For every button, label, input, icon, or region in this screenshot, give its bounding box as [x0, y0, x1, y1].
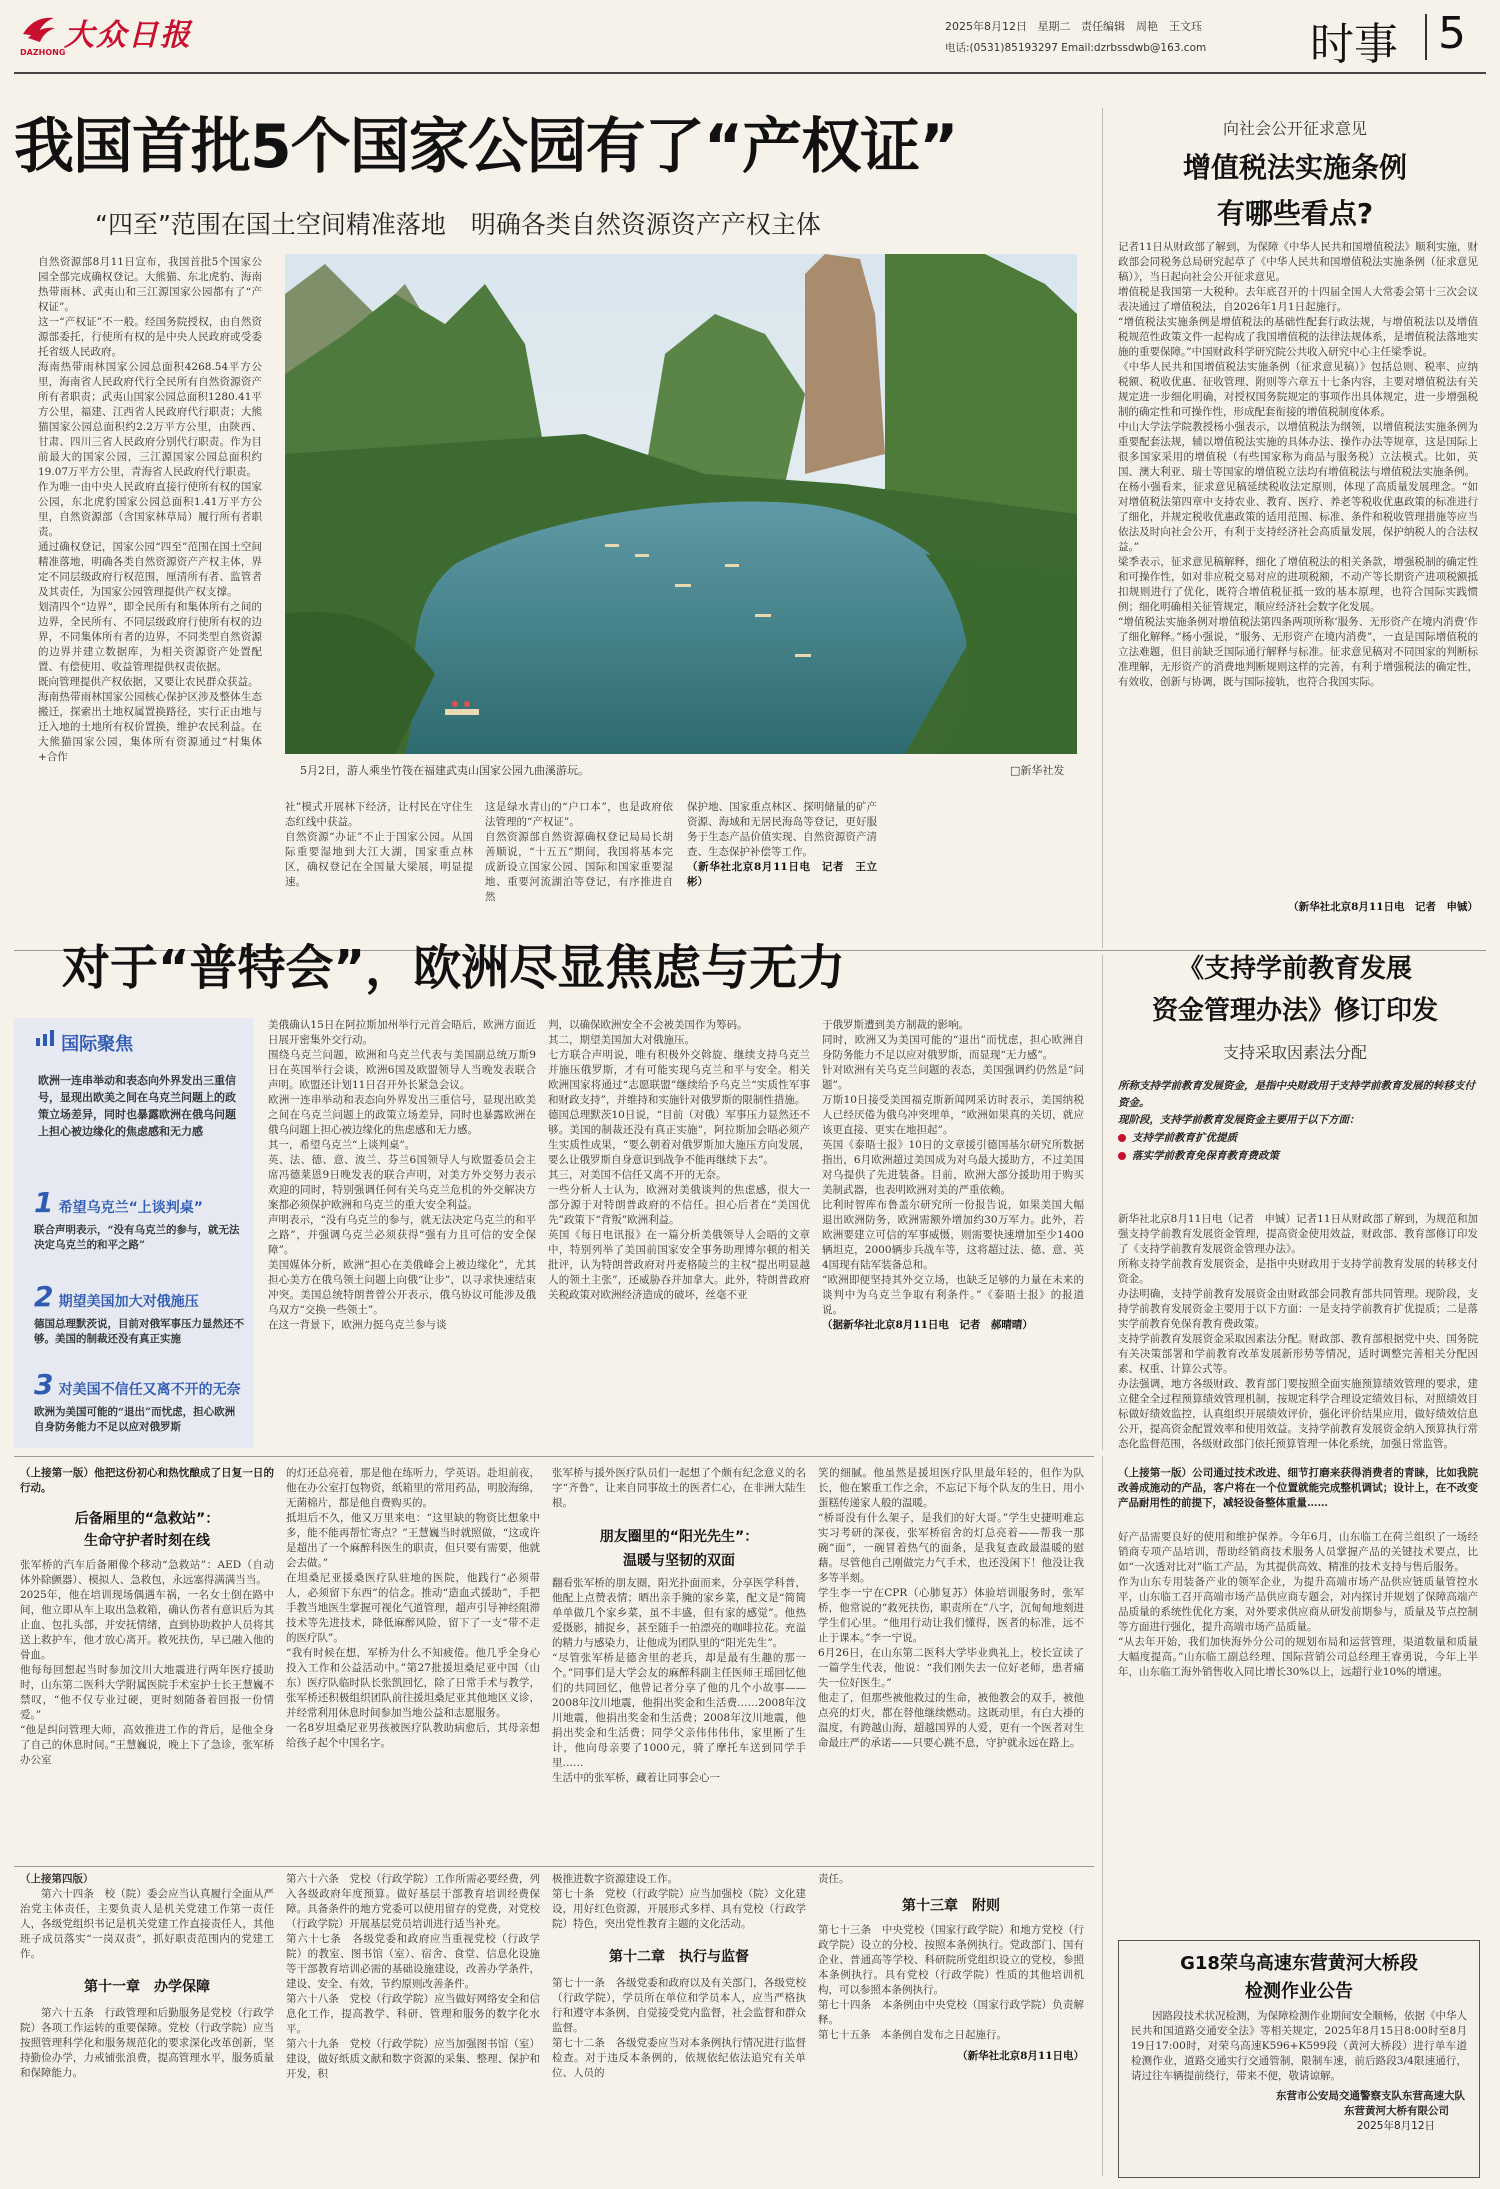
- point-text: 联合声明表示，“没有乌克兰的参与，就无法决定乌克兰的和平之路”: [34, 1224, 240, 1251]
- story5-col3: [552, 1466, 806, 1858]
- section-name: 时事: [1310, 19, 1398, 70]
- story5-section1-title2: 生命守护者时刻在线: [84, 1533, 210, 1549]
- notice-body: 因路段技术状况检测，为保障检测作业期间安全顺畅，依据《中华人民共和国道路交通安全法》等相关规定，2025年8月15日8:00时至8月19日17:00时，对荣乌高速K596+K599段（黄河大桥段）进行单车道检测作业，道路交通实行交通管制，限制车速，前后路段3/4限速通行，请过往车辆提前绕行，带来不便，敬请谅解。: [1131, 2010, 1467, 2082]
- story3-headline: 对于“普特会”，欧洲尽显焦虑与无力: [62, 940, 846, 996]
- story5-col3-text-a: 张军桥与援外医疗队员们一起想了个颇有纪念意义的名字“齐鲁”，让来自同事故土的医者仁心，在非洲大陆生根。: [552, 1467, 806, 1509]
- newspaper-logo: [18, 8, 278, 64]
- story5-section2-title: 朋友圈里的“阳光先生”：: [599, 1529, 759, 1545]
- story7-col1: [20, 1872, 274, 2176]
- story3-point-3: [34, 1368, 244, 1435]
- story3-sidebar: [14, 1018, 254, 1448]
- red-dot-icon: [1118, 1134, 1126, 1142]
- page-number: 5: [1438, 8, 1466, 59]
- story7-lead-in: （上接第四版）: [20, 1873, 94, 1885]
- logo-text: 大众日报: [64, 18, 192, 53]
- story3-credit: （据新华社北京8月11日电 记者 郝晴晴）: [822, 1319, 1033, 1331]
- story4-intro2: 现阶段，支持学前教育发展资金主要用于以下方面：: [1118, 1114, 1360, 1126]
- story4-bullet-1: [1118, 1129, 1478, 1147]
- point-title: 期望美国加大对俄施压: [58, 1294, 199, 1310]
- story7-credit: （新华社北京8月11日电）: [957, 2050, 1084, 2062]
- date-text: 2025年8月12日: [945, 20, 1027, 33]
- story1-photo: [285, 254, 1077, 754]
- bullet-text: 落实学前教育免保育教育费政策: [1132, 1150, 1279, 1162]
- story3-point-2: [34, 1280, 244, 1347]
- col-divider-right: [1102, 108, 1103, 948]
- col-divider-right-2: [1102, 955, 1103, 1450]
- mid-rule-3: [14, 1866, 1094, 1867]
- mid-rule-2: [14, 1456, 1094, 1457]
- story5-col3-text-b: 翻看张军桥的朋友圈，阳光扑面而来，分享医学科普，他配上点赞表情；晒出亲手腌的家乡菜，配文是“简简单单做几个家乡菜，虽不丰盛，但有家的感觉”。他热爱摄影，捕捉乡，甚至随手一拍漂亮的咖啡拉花。充溢的精力与感染力，让他成为团队里的“阳光先生”。 “尽管张军桥是德舍里的老兵，却是最有生趣的那一个。”同事们是大学会友的麻醉科副主任医师王瑶回忆他们的共同回忆，他曾记者分享了他的几个小故事——2008年汶川地震，他捐出奖金和生活费……2008年汶川地震，他捐出奖金和生活费；2008年汶川地震，他捐出奖金和生活费；同学父亲伟伟伟伟，家里断了生计，他向母亲要了1000元，骑了摩托车送到同学手里…… 生活中的张军桥，藏着让同事会心一: [552, 1577, 806, 1784]
- weekday-text: 星期二: [1037, 20, 1071, 33]
- signal-bars-icon: [36, 1030, 56, 1046]
- notice-title-line1: G18荣乌高速东营黄河大桥段: [1180, 1953, 1418, 1974]
- story7-col3: [552, 1872, 806, 2176]
- notice-signature-2: 东营黄河大桥有限公司: [1344, 2105, 1449, 2117]
- story7-chapter12: 第十二章 执行与监督: [609, 1949, 749, 1965]
- story3-column-tag-text: 国际聚焦: [61, 1034, 134, 1055]
- story3-column-tag: [36, 1030, 133, 1056]
- red-dot-icon: [1118, 1152, 1126, 1160]
- point-text: 德国总理默茨说，目前对俄军事压力显然还不够。美国的制裁还没有真正实施: [34, 1318, 244, 1345]
- notice-date: 2025年8月12日: [1356, 2120, 1435, 2132]
- story3-col2: 判，以确保欧洲安全不会被美国作为筹码。 其二，期望美国加大对俄施压。 七方联合声明说，唯有积极外交斡旋、继续支持乌克兰并施压俄罗斯，才有可能实现乌克兰和平与安全。相关欧洲国家将通过“志愿联盟”继续给予乌克兰“实质性军事和财政支持”，并维持和实施针对俄罗斯的限制性措施。 德国总理默茨10日说，“目前（对俄）军事压力显然还不够。美国的制裁还没有真正实施”，阿拉斯加会晤必须产生实质性成果，“要么朝着对俄罗斯加大施压方向发展，要么让俄罗斯自身意识到战争不能再继续下去”。 其三，对美国不信任又离不开的无奈。 一些分析人士认为，欧洲对美俄谈判的焦虑感，很大一部分源于对特朗普政府的不信任。担心后者在“美国优先”政策下“背叛”欧洲利益。 英国《每日电讯报》在一篇分析美俄领导人会晤的文章中，特别列举了美国前国家安全事务助理博尔顿的相关批评，认为特朗普政府对丹麦格陵兰的主权“提出明显越人的领土主张”，还威胁吞并加拿大。此外，特朗普政府关税政策对欧洲经济造成的破坏，丝毫不亚: [548, 1019, 810, 1301]
- story5-col4: 笑的细腻。他虽然是援坦医疗队里最年轻的，但作为队长，他在繁重工作之余，不忘记下每个队友的生日，用小蛋糕传递家人般的温暖。 “桥哥没有什么架子，是我们的好大哥。”学生史捷明难忘实习考研的深夜，张军桥宿舍的灯总亮着——帮我一那碗“面”，一碗冒着热气的面条，是我复查政最温暖的慰藉。尽管他自己刚做完力气手术，也还没闲下！他没让我多等半刻。 学生李一宁在CPR（心肺复苏）体验培训服务时，张军桥，他常说的“救死扶伤，职责所在”八字，沉甸甸地刻进学生们心里。“他用行动让我们懂得，医者的标准，远不止于课本。”李一宁说。 6月26日，在山东第二医科大学毕业典礼上，校长宣读了一篇学生代表，他说：“我们刚失去一位好老师，患者痛失一位好医生。” 他走了，但那些被他救过的生命，被他教会的双手，被他点亮的灯火，都在替他继续燃动。这既动里，有白大褂的温度，有跨越山海，超越国界的人爱，更有一个医者对生命最庄严的承诺——只要心跳不息，守护就永远在路上。: [818, 1467, 1084, 1749]
- story7-col1-top: 第六十四条 校（院）委会应当认真履行全面从严治党主体责任，主要负责人是机关党建工作第一责任人，各级党组织书记是机关党建工作直接责任人，其他班子成员落实“一岗双责”，抓好职责范围内的党建工作。: [20, 1888, 274, 1960]
- story1-col4: [687, 800, 877, 940]
- story7-col3-bottom: 第七十一条 各级党委和政府以及有关部门，各级党校（行政学院），学员所在单位和学员本人，应当严格执行和遵守本条例，自觉接受党内监督，社会监督和群众监督。 第七十二条 各级党委应当对本条例执行情况进行监督检查。对于违反本条例的，依规依纪依法追究有关单位、人员的: [552, 1977, 806, 2079]
- point-number: 2: [34, 1280, 54, 1313]
- story2-body: 记者11日从财政部了解到，为保障《中华人民共和国增值税法》顺利实施，财政部会同税务总局研究起草了《中华人民共和国增值税法实施条例（征求意见稿）》，当日起向社会公开征求意见。 增值税是我国第一大税种。去年底召开的十四届全国人大常委会第十三次会议表决通过了增值税法，自2026年1月1日起施行。 “增值税法实施条例是增值税法的基础性配套行政法规，与增值税法以及增值税规范性政策文件一起构成了我国增值税的法律法规体系，是增值税法落地实施的重要保障。”中国财政科学研究院公共收入研究中心主任梁季说。 《中华人民共和国增值税法实施条例（征求意见稿）》包括总则、税率、应纳税额、税收优惠、征收管理、附则等六章五十七条内容，主要对增值税法有关规定进一步细化明确，对授权国务院规定的事项作出具体规定，进一步增强税制的确定性和可操作性，形成配套衔接的增值税制度体系。 中山大学法学院教授杨小强表示，以增值税法为纲领，以增值税法实施条例为重要配套法规，辅以增值税法实施的具体办法、操作办法等规章，这是国际上很多国家采用的增值税（有些国家称为商品与服务税）立法模式。比如，英国、澳大利亚、瑞士等国家的增值税立法均有增值税法与增值税法实施条例。 在杨小强看来，征求意见稿延续税收法定原则，体现了高质量发展理念。“如对增值税法第四章中支持农业、教育、医疗、养老等税收优惠政策的标准进行了细化，并规定税收优惠政策的适用范围、标准、条件和税收管理措施等应当依法及时向社会公开，有利于支持经济社会高质量发展，保护纳税人的合法权益。” 梁季表示，征求意见稿解释，细化了增值税法的相关条款，增强税制的确定性和可操作性，如对非应税交易对应的进项税额，不动产等长期资产进项税额抵扣规则进行了优化，既符合增值税征抵一致的基本原理，也符合国际实践惯例；细化明确相关征管规定，顺应经济社会数字化发展。 “增值税法实施条例对增值税法第四条两项所称‘服务、无形资产在境内消费’作了细化解释。”杨小强说，“服务、无形资产在境内消费”，一直是国际增值税的立法难题，但目前缺乏国际通行解释与标准。征求意见稿对不同国家的判断标准理解，无形资产的消费地判断规则这样的完善，有利于增强税法的确定性，有效收，创新与协调，既与国际接轨，也符合我国实际。: [1118, 241, 1478, 688]
- logo-sub: DAZHONG: [20, 48, 66, 57]
- masthead-rule: [14, 72, 1486, 74]
- story2-kicker: 向社会公开征求意见: [1222, 119, 1367, 138]
- story1-col1: 自然资源部8月11日宣布，我国首批5个国家公园全部完成确权登记。大熊猫、东北虎豹、海南热带雨林、武夷山和三江源国家公园都有了“产权证”。 这一“产权证”不一般。经国务院授权，由自然资源部委托，行使所有权的是中央人民政府或受委托省级人民政府。 海南热带雨林国家公园总面积4268.54平方公里，海南省人民政府代行全民所有自然资源资产所有者职责；武夷山国家公园总面积1280.41平方公里，福建、江西省人民政府代行职责；大熊猫国家公园总面积约2.2万平方公里，由陕西、甘肃、四川三省人民政府分别代行职责。作为目前最大的国家公园，三江源国家公园总面积约19.07万平方公里，青海省人民政府代行职责。 作为唯一由中央人民政府直接行使所有权的国家公园，东北虎豹国家公园总面积1.41万平方公里，自然资源部（含国家林草局）履行所有者职责。 通过确权登记，国家公园“四至”范围在国土空间精准落地，明确各类自然资源资产产权主体，界定不同层级政府行权范围，厘清所有者、监管者及其责任，为国家公园管理提供产权支撑。 划清四个“边界”，即全民所有和集体所有之间的边界，全民所有、不同层级政府行使所有权的边界，不同集体所有者的边界，不同类型自然资源的边界并建立数据库，为相关资源资产处置配置、有偿使用、收益管理提供权责依据。 既向管理提供产权依据，又要让农民群众获益。 海南热带雨林国家公园核心保护区涉及整体生态搬迁，探索出土地权属置换路径，实行正由地与迁入地的土地所有权价置换，维护农民利益。在大熊猫国家公园，集体所有资源通过“村集体+合作: [38, 256, 262, 763]
- notice-signature-1: 东营市公安局交通警察支队东营高速大队: [1276, 2090, 1465, 2102]
- point-title: 希望乌克兰“上谈判桌”: [58, 1200, 203, 1216]
- story4-subhead: 支持采取因素法分配: [1222, 1043, 1367, 1062]
- story3-col3-text: 于俄罗斯遭到美方制裁的影响。 同时，欧洲又为美国可能的“退出”而忧虑，担心欧洲自身防务能力不足以应对俄罗斯，而显现“无力感”。 针对欧洲有关乌克兰问题的表态，美国强调约仍然是“问题”。 万斯10日接受美国福克斯新闻网采访时表示，美国纳税人已经厌倦为俄乌冲突埋单，“欧洲如果真的关切，就应该更直接、更实在地担起”。 英国《泰晤士报》10日的文章援引德国基尔研究所数据指出，6月欧洲超过美国成为对乌最大援助方，不过美国对乌提供了先进装备。目前，欧洲大部分援助用于购买美制武器，也表明欧洲对美的严重依赖。 比利时智库布鲁盖尔研究所一份报告说，如果美国大幅退出欧洲防务，欧洲需额外增加约30万军力。此外，若欧洲要建立可信的军事威慑，则需要快速增加至少1400辆坦克，2000辆步兵战车等，这将超过法、德、意、英4国现有陆军装备总和。 “欧洲即便坚持其外交立场，也缺乏足够的力量在未来的谈判中为乌克兰争取有利条件。”《泰晤士报》的报道说。: [822, 1019, 1084, 1316]
- story3-col3: [822, 1018, 1084, 1450]
- contact-line: 电话:(0531)85193297 Email:dzrbssdwb@163.com: [945, 42, 1207, 54]
- story7-col4: [818, 1872, 1084, 2176]
- story5-col2: 的灯还总亮着，那是他在练听力，学英语。赴坦前夜，他在办公室打包物资，纸箱里的常用药品，明胶海绵，无菌棉片，都是他自费购买的。 抵坦后不久，他又万里来电：“这里缺的物资比想象中多，能不能再帮忙寄点？”王慧巍当时就照做，“这或许是超出了一个麻醉科医生的职责，但只要有需要，他就会去做。” 在坦桑尼亚援桑医疗队驻地的医院，他践行“必须带人，必须留下东西”的信念。推动“造血式援助”，手把手教当地医生掌握可视化气道管理，超声引导神经阻滞技术等先进技术，降低麻醉风险，留下了一支“带不走的医疗队”。 “我有时候在想，军桥为什么不知疲倦。他几乎全身心投入工作和公益活动中。”第27批援坦桑尼亚中国（山东）医疗队临时队长张凯回忆，除了日常手术与教学，张军桥还积极组织团队前往援坦桑尼亚其他地区义诊，并经常利用休息时间参加当地公益和志愿服务。 一名8岁坦桑尼亚男孩被医疗队教助病愈后，其母亲想给孩子起个中国名字。: [286, 1467, 540, 1749]
- story7-chapter11: 第十一章 办学保障: [84, 1979, 210, 1995]
- issue-date: [945, 18, 1202, 34]
- story1-photo-credit: □新华社发: [1010, 764, 1065, 777]
- story7-col4-bottom: 第七十三条 中央党校（国家行政学院）和地方党校（行政学院）设立的分校、按照本条例执行。党政部门、国有企业、普通高等学校、科研院所党组织设立的党校，参照本条例执行。具有党校（行政学院）性质的其他培训机构，可以参照本条例执行。 第七十四条 本条例由中央党校（国家行政学院）负责解释。 第七十五条 本条例自发布之日起施行。: [818, 1924, 1084, 2041]
- story4-body: 新华社北京8月11日电（记者 申铖）记者11日从财政部了解到，为规范和加强支持学前教育发展资金管理，提高资金使用效益，财政部、教育部修订印发了《支持学前教育发展资金管理办法》。 所称支持学前教育发展资金，是指中央财政用于支持学前教育发展的转移支付资金。 办法明确，支持学前教育发展资金由财政部会同教育部共同管理。现阶段，支持学前教育发展资金主要用于以下方面：一是支持学前教育扩优提质；二是落实学前教育免保育教育费政策。 支持学前教育发展资金采取因素法分配。财政部、教育部根据党中央、国务院有关决策部署和学前教育改革发展新形势等情况，适时调整完善相关分配因素、权重、计算公式等。 办法强调，地方各级财政、教育部门要按照全面实施预算绩效管理的要求，建立健全全过程预算绩效管理机制，按规定科学合理设定绩效目标，对照绩效目标做好绩效监控，认真组织开展绩效评价，强化评价结果应用，做好绩效信息公开，提高资金配置效率和使用效益。支持学前教育发展资金纳入预算执行常态化监督范围，各级财政部门依托预算管理一体化系统，加强日常监管。: [1118, 1213, 1478, 1450]
- notice-box: [1118, 1940, 1480, 2178]
- notice-title-line2: 检测作业公告: [1245, 1981, 1353, 2002]
- story4-summary: [1118, 1078, 1478, 1165]
- story7-col1-bottom: 第六十五条 行政管理和后勤服务是党校（行政学院）各项工作运转的重要保障。党校（行政学院）应当按照管理科学化和服务规范化的要求深化改革创新，坚持勤俭办学，力戒铺张浪费，提高管理水平，服务质量和保障能力。: [20, 2007, 274, 2079]
- story1-col4-credit: （新华社北京8月11日电 记者 王立彬）: [687, 861, 877, 888]
- point-number: 1: [34, 1186, 54, 1219]
- story1-col2: 社”模式开展林下经济，让村民在守住生态红线中获益。 自然资源“办证”不止于国家公园。从国际重要湿地到大江大湖，国家重点林区，确权登记在全国量大梁展，明显提速。: [285, 801, 473, 888]
- story1-headline: 我国首批5个国家公园有了“产权证”: [14, 112, 958, 182]
- story6-body: 好产品需要良好的使用和维护保养。今年6月，山东临工在荷兰组织了一场经销商专项产品培训，帮助经销商技术服务人员掌握产品的关键技术要点，比如“一次透对比对”临工产品，为其提供高效、精准的技术支持与售后服务。 作为山东专用装备产业的领军企业，为提升高端市场产品供应链质量管控水平，山东临工召开高端市场产品供应商专题会，对内探讨并规划了保障高端产品质量的系统性优化方案，对外要求供应商从研发前期参与，质量及节点控制等方面进行强化，提升高端市场产品质量。 “从去年开始，我们加快海外分公司的规划布局和运营管理，渠道数量和质量大幅度提高。”山东临工副总经理、国际营销公司总经理王睿勇说，今年上半年，山东临工海外销售收入同比增长30%以上，远超行业10%的增速。: [1118, 1531, 1478, 1678]
- bullet-text: 支持学前教育扩优提质: [1132, 1132, 1237, 1144]
- story4-bullet-2: [1118, 1147, 1478, 1165]
- point-text: 欧洲为美国可能的“退出”而忧虑，担心欧洲自身防务能力不足以应对俄罗斯: [34, 1406, 236, 1433]
- col-divider-right-3: [1102, 1456, 1103, 2176]
- story3-col1: 美俄确认15日在阿拉斯加州举行元首会晤后，欧洲方面近日展开密集外交行动。 围绕乌克兰问题，欧洲和乌克兰代表与美国副总统万斯9日在英国举行会谈，欧洲6国及欧盟领导人当晚发表联合声明。欧盟还计划11日召开外长紧急会议。 欧洲一连串举动和表态向外界发出三重信号，显现出欧美之间在乌克兰问题上的政策立场差异，同时也暴露欧洲在俄乌问题上担心被边缘化的焦虑感和无力感。 其一，希望乌克兰“上谈判桌”。 英、法、德、意、波兰、芬兰6国领导人与欧盟委员会主席冯德莱恩9日晚发表的联合声明，对美方外交努力表示欢迎的同时，特别强调任何有关乌克兰危机的外交解决方案都必须保护欧洲和乌克兰的重大安全利益。 声明表示，“没有乌克兰的参与，就无法决定乌克兰的和平之路”，并强调乌克兰必须获得“强有力且可信的安全保障”。 美国媒体分析，欧洲“担心在美俄峰会上被边缘化”，尤其担心美方在俄乌领土问题上向俄“让步”，以寻求快速结束冲突。美国总统特朗普曾公开表示，俄乌协议可能涉及俄乌双方“交换一些领土”。 在这一背景下，欧洲力挺乌克兰参与谈: [268, 1019, 536, 1331]
- story7-col4-top: 责任。: [818, 1873, 850, 1885]
- story7-col3-top: 极推进数字资源建设工作。 第七十条 党校（行政学院）应当加强校（院）文化建设，用好红色资源，开展形式多样、具有党校（行政学院）特色，突出党性教育主题的文化活动。: [552, 1873, 806, 1930]
- story7-chapter13: 第十三章 附则: [902, 1898, 1000, 1914]
- story1-photo-caption: 5月2日，游人乘坐竹筏在福建武夷山国家公园九曲溪游玩。: [300, 764, 589, 777]
- story5-col1: 张军桥的汽车后备厢像个移动“急救站”：AED（自动体外除颤器）、模拟人、急救包，永远塞得满满当当。 2025年，他在培训现场偶遇车祸，一名女士倒在路中间，他立即从车上取出急救箱，确认伤者有意识后为其止血、包扎头部，并安抚情绪，直到协助救护人员将其送上救护车，他才放心离开。救死扶伤，早已融入他的骨血。 他每每回想起当时参加汶川大地震进行两年医疗援助时，山东第二医科大学附属医院手术室护士长王慧巍不禁叹，“他不仅专业过硬，更时刻随备着回报一份情爱。” “他是纠问管理大师，高效推进工作的背后，是他全身了自己的休息时间。”王慧巍说，晚上下了急诊，张军桥办公室: [20, 1559, 274, 1766]
- story7-col2: 第六十六条 党校（行政学院）工作所需必要经费，列入各级政府年度预算。做好基层干部教育培训经费保障。具备条件的地方党委可以使用留存的党费，对党校（行政学院）开展基层党员培训进行适当补充。 第六十七条 各级党委和政府应当重视党校（行政学院）的教室、图书馆（室）、宿舍、食堂、信息化设施等干部教育培训必需的基础设施建设，改善办学条件，建设、安全、有效，节约原则改善条件。 第六十八条 党校（行政学院）应当做好网络安全和信息化工作，提高教学、科研、管理和服务的数字化水平。 第六十九条 党校（行政学院）应当加强图书馆（室）建设，做好纸质文献和数字资源的采集、整理、保护和开发，积: [286, 1873, 540, 2080]
- point-number: 3: [34, 1368, 54, 1401]
- masthead: [0, 0, 1500, 70]
- story1-subhead: “四至”范围在国土空间精准落地 明确各类自然资源资产产权主体: [95, 210, 821, 239]
- point-title: 对美国不信任又离不开的无奈: [58, 1382, 241, 1398]
- story5-lead-in: （上接第一版）他把这份初心和热忱酿成了日复一日的行动。: [20, 1467, 274, 1494]
- story1-col4-text: 保护地、国家重点林区、探明储量的矿产资源、海域和无居民海岛等登记，更好服务于生态产品价值实现、自然资源资产清查、生态保护补偿等工作。: [687, 801, 877, 858]
- story4-headline-line1: 《支持学前教育发展: [1177, 954, 1412, 984]
- section-divider: [1425, 14, 1427, 60]
- story4-headline-line2: 资金管理办法》修订印发: [1151, 996, 1438, 1026]
- story2-headline-line2: 有哪些看点?: [1216, 197, 1374, 230]
- river-landscape-image: [285, 254, 1077, 754]
- editor-text: 责任编辑 周艳 王文珏: [1081, 20, 1202, 33]
- story5-section1-title: 后备厢里的“急救站”：: [74, 1511, 220, 1527]
- story5-section2-title2: 温暖与坚韧的双面: [623, 1553, 735, 1569]
- logo-emblem-icon: [20, 12, 58, 46]
- story3-intro: 欧洲一连串举动和表态向外界发出三重信号，显现出欧美之间在乌克兰问题上的政策立场差异，同时也暴露欧洲在俄乌问题上担心被边缘化的焦虑感和无力感: [38, 1074, 236, 1138]
- story1-col3: 这是绿水青山的“户口本”，也是政府依法管理的“产权证”。 自然资源部自然资源确权登记局局长胡善顺说，“十五五”期间，我国将基本完成新设立国家公园、国际和国家重要湿地、重要河流湖泊等登记，有序推进自然: [485, 801, 673, 903]
- story6-lead-in: （上接第一版）公司通过技术改进、细节打磨来获得消费者的青睐，比如我院改善成施动的产品，客户将在一个位置就能完成整机调试；设计上，在不改变产品耐用性的前提下，减轻设备整体重量……: [1118, 1467, 1478, 1509]
- story4-intro: 所称支持学前教育发展资金，是指中央财政用于支持学前教育发展的转移支付资金。: [1118, 1080, 1475, 1109]
- story2-credit: （新华社北京8月11日电 记者 申铖）: [1288, 901, 1478, 913]
- story3-point-1: [34, 1186, 244, 1253]
- story2-headline-line1: 增值税法实施条例: [1182, 151, 1407, 184]
